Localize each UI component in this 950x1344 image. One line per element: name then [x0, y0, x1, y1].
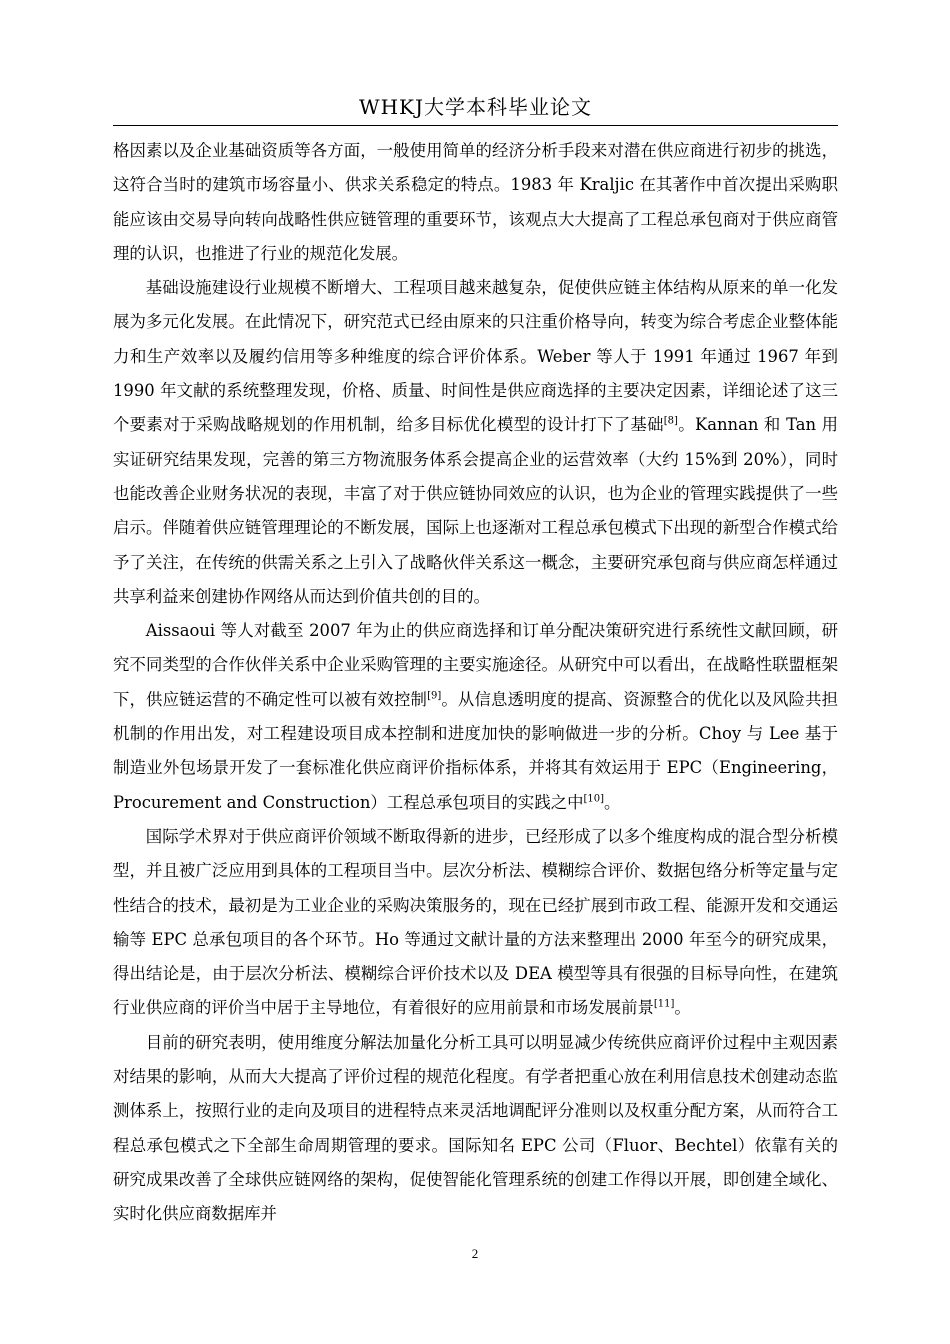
- page-number: 2: [471, 1246, 479, 1261]
- paragraph-text: 目前的研究表明，使用维度分解法加量化分析工具可以明显减少传统供应商评价过程中主观因素对结果的影响，从而大大提高了评价过程的规范化程度。有学者把重心放在利用信息技术创建动态监测体系上，按照行业的走向及项目的进程特点来灵活地调配评分准则以及权重分配方案，从而符合工程总承包模式之下全部生命周期管理的要求。国际知名 EPC 公司（Fluor、Bechtel）依靠有关的研究成果改善了全球供应链网络的架构，促使智能化管理系统的创建工作得以开展，即创建全域化、实时化供应商数据库并: [113, 1032, 838, 1224]
- paragraph-text: 。: [674, 998, 691, 1018]
- header-divider: [113, 125, 838, 126]
- citation-ref: [8]: [663, 415, 678, 427]
- running-header-title: WHKJ大学本科毕业论文: [359, 95, 592, 119]
- body-paragraph: [113, 820, 838, 1026]
- paragraph-text: 格因素以及企业基础资质等各方面，一般使用简单的经济分析手段来对潜在供应商进行初步的挑选，这符合当时的建筑市场容量小、供求关系稳定的特点。1983 年 Kraljic 在其著作中首次提出采购职能应该由交易导向转向战略性供应链管理的重要环节，该观点大大提高了工程总承包商对于供应商管理的认识，也推进了行业的规范化发展。: [113, 141, 838, 263]
- paragraph-text: 。从信息透明度的提高、资源整合的优化以及风险共担机制的作用出发，对工程建设项目成本控制和进度加快的影响做进一步的分析。Choy 与 Lee 基于制造业外包场景开发了一套标准化供应商评价指标体系，并将其有效运用于 EPC（Engineering，Procurement and Construction）工程总承包项目的实践之中: [113, 689, 839, 812]
- citation-ref: [9]: [427, 690, 442, 702]
- body-paragraph: [113, 271, 838, 614]
- body-text: [113, 134, 838, 1232]
- paragraph-text: 国际学术界对于供应商评价领域不断取得新的进步，已经形成了以多个维度构成的混合型分析模型，并且被广泛应用到具体的工程项目当中。层次分析法、模糊综合评价、数据包络分析等定量与定性结合的技术，最初是为工业企业的采购决策服务的，现在已经扩展到市政工程、能源开发和交通运输等 EPC 总承包项目的各个环节。Ho 等通过文献计量的方法来整理出 2000 年至今的研究成果，得出结论是，由于层次分析法、模糊综合评价技术以及 DEA 模型等具有很强的目标导向性，在建筑行业供应商的评价当中居于主导地位，有着很好的应用前景和市场发展前景: [113, 826, 838, 1018]
- body-paragraph: [113, 614, 838, 820]
- paragraph-text: 。: [604, 792, 621, 812]
- body-paragraph: [113, 134, 838, 271]
- citation-ref: [10]: [583, 793, 605, 805]
- citation-ref: [11]: [653, 998, 675, 1010]
- paragraph-text: 基础设施建设行业规模不断增大、工程项目越来越复杂，促使供应链主体结构从原来的单一化发展为多元化发展。在此情况下，研究范式已经由原来的只注重价格导向，转变为综合考虑企业整体能力和生产效率以及履约信用等多种维度的综合评价体系。Weber 等人于 1991 年通过 1967 年到 1990 年文献的系统整理发现，价格、质量、时间性是供应商选择的主要决定因素，详细论述了这三个要素对于采购战略规划的作用机制，给多目标优化模型的设计打下了基础: [113, 278, 838, 435]
- body-paragraph: [113, 1026, 838, 1232]
- paragraph-text: Aissaoui 等人对截至 2007 年为止的供应商选择和订单分配决策研究进行系统性文献回顾，研究不同类型的合作伙伴关系中企业采购管理的主要实施途径。从研究中可以看出，在战略性联盟框架下，供应链运营的不确定性可以被有效控制: [113, 621, 838, 709]
- paragraph-text: 。Kannan 和 Tan 用实证研究结果发现，完善的第三方物流服务体系会提高企业的运营效率（大约 15%到 20%），同时也能改善企业财务状况的表现，丰富了对于供应链协同效应的认识，也为企业的管理实践提供了一些启示。伴随着供应链管理理论的不断发展，国际上也逐渐对工程总承包模式下出现的新型合作模式给予了关注，在传统的供需关系之上引入了战略伙伴关系这一概念，主要研究承包商与供应商怎样通过共享利益来创建协作网络从而达到价值共创的目的。: [113, 415, 838, 606]
